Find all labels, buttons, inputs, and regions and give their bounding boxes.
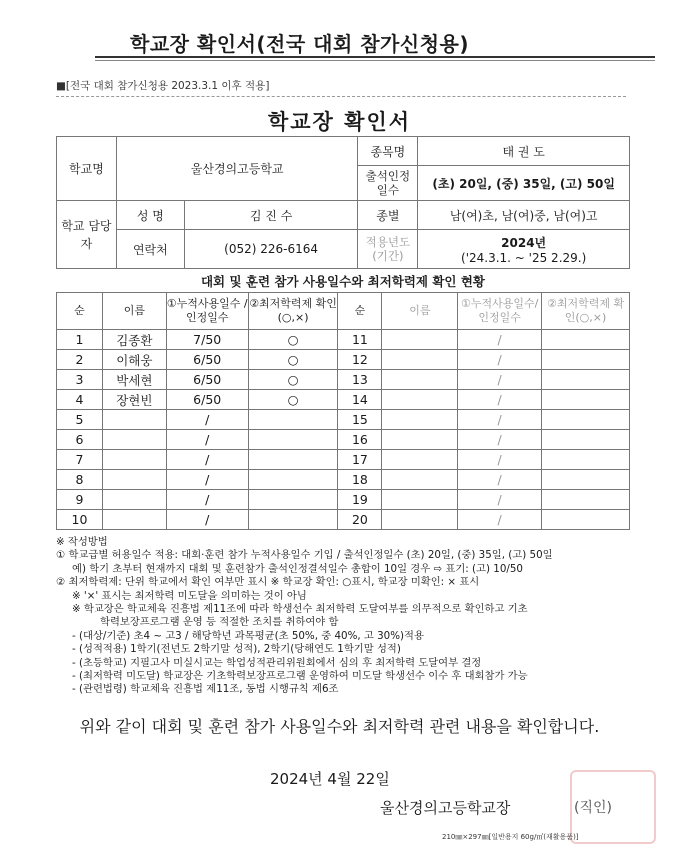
- document-title: 학교장 확인서(전국 대회 참가신청용): [130, 32, 469, 56]
- notes-section: [56, 536, 646, 697]
- event-value: 태 권 도: [418, 137, 630, 166]
- row-check-2: [542, 410, 630, 430]
- row-name: [102, 510, 166, 530]
- row-name-2: [382, 330, 458, 350]
- row-name-2: [382, 410, 458, 430]
- header-name-2: 이름: [382, 293, 458, 330]
- school-name: 울산경의고등학교: [116, 137, 358, 201]
- note-6: - (성적적용) 1학기(전년도 2학기말 성적), 2학기(당해연도 1학기말 성적): [72, 643, 401, 656]
- row-number: 3: [57, 370, 103, 390]
- contact-value: (052) 226-6164: [184, 230, 358, 269]
- row-days-2: /: [458, 470, 542, 490]
- row-check-2: [542, 430, 630, 450]
- row-name: 이해웅: [102, 350, 166, 370]
- status-body: [57, 330, 630, 530]
- row-number: 7: [57, 450, 103, 470]
- row-name-2: [382, 470, 458, 490]
- row-name-2: [382, 350, 458, 370]
- header-days-2: ①누적사용일수/ 인정일수: [458, 293, 542, 330]
- row-check-2: [542, 370, 630, 390]
- gender-value: 남(여)초, 남(여)중, 남(여)고: [418, 201, 630, 230]
- row-name-2: [382, 510, 458, 530]
- event-label: 종목명: [358, 137, 418, 166]
- row-check-2: [542, 390, 630, 410]
- attendance-label: 출석인정 일수: [358, 166, 418, 201]
- row-name-2: [382, 430, 458, 450]
- note-5: - (대상/기준) 초4 ~ 고3 / 해당학년 과목평균(초 50%, 중 40%, 고 30%)적용: [72, 629, 424, 642]
- year-cell: [418, 230, 630, 269]
- notes-title: ※ 작성방법: [56, 536, 108, 548]
- school-label: 학교명: [57, 137, 117, 201]
- note-8: - (최저학력 미도달) 학교장은 기초학력보장프로그램 운영하여 미도달 학생선수 이수 후 대회참가 가능: [72, 670, 528, 683]
- row-number-2: 14: [338, 390, 382, 410]
- row-days: 6/50: [166, 390, 248, 410]
- row-days: /: [166, 470, 248, 490]
- status-header-row: [57, 293, 630, 330]
- header-check-2: ②최저학력제 확인(○,×): [542, 293, 630, 330]
- row-name: [102, 470, 166, 490]
- table-row: [57, 450, 630, 470]
- row-name-2: [382, 490, 458, 510]
- table-row: [57, 390, 630, 410]
- manager-label: 학교 담당자: [57, 201, 117, 269]
- separator: [56, 96, 626, 97]
- note-7: - (초등학교) 지필고사 미실시교는 학업성적관리위원회에서 심의 후 최저학력 도달여부 결정: [72, 656, 482, 669]
- row-number: 4: [57, 390, 103, 410]
- row-number-2: 16: [338, 430, 382, 450]
- row-check: ○: [248, 350, 338, 370]
- status-table: [56, 292, 630, 530]
- table-row: [57, 470, 630, 490]
- row-days-2: /: [458, 490, 542, 510]
- row-check: [248, 510, 338, 530]
- row-days-2: /: [458, 370, 542, 390]
- row-check-2: [542, 450, 630, 470]
- row-days: /: [166, 450, 248, 470]
- row-days: 7/50: [166, 330, 248, 350]
- row-days: 6/50: [166, 350, 248, 370]
- row-name: [102, 410, 166, 430]
- header-no: 순: [57, 293, 103, 330]
- row-days-2: /: [458, 330, 542, 350]
- row-name-2: [382, 390, 458, 410]
- note-2: ② 최저학력제: 단위 학교에서 확인 여부만 표시 ※ 학교장 확인: ○표시, 학교장 미확인: × 표시: [56, 576, 480, 589]
- year-label: 적용년도 (기간): [358, 230, 418, 269]
- attendance-value: (초) 20일, (중) 35일, (고) 50일: [418, 166, 630, 201]
- note-1a: ① 학교급별 허용일수 적용: 대회·훈련 참가 누적사용일수 기입 / 출석인정일수 (초) 20일, (중) 35일, (고) 50일: [56, 549, 553, 562]
- row-number-2: 17: [338, 450, 382, 470]
- confirmation-statement: 위와 같이 대회 및 훈련 참가 사용일수와 최저학력 관련 내용을 확인합니다.: [79, 717, 600, 736]
- row-number-2: 13: [338, 370, 382, 390]
- row-days-2: /: [458, 430, 542, 450]
- school-principal-signature: 울산경의고등학교장: [380, 799, 511, 817]
- gender-label: 종별: [358, 201, 418, 230]
- name-label: 성 명: [116, 201, 184, 230]
- row-name: 박세현: [102, 370, 166, 390]
- header-check: ②최저학력제 확인(○,×): [248, 293, 338, 330]
- row-number-2: 11: [338, 330, 382, 350]
- confirmation-date: 2024년 4월 22일: [270, 770, 390, 788]
- header-name: 이름: [102, 293, 166, 330]
- row-check: [248, 450, 338, 470]
- table-row: [57, 350, 630, 370]
- row-number: 6: [57, 430, 103, 450]
- seal-label: (직인): [574, 800, 612, 816]
- row-name-2: [382, 450, 458, 470]
- row-days-2: /: [458, 390, 542, 410]
- row-name: [102, 490, 166, 510]
- contact-label: 연락처: [116, 230, 184, 269]
- row-days-2: /: [458, 510, 542, 530]
- row-check-2: [542, 510, 630, 530]
- row-number: 2: [57, 350, 103, 370]
- period-value: ('24.3.1. ~ '25 2.29.): [461, 250, 587, 265]
- main-heading: 학교장 확인서: [267, 110, 412, 134]
- row-name: [102, 450, 166, 470]
- table-row: [57, 410, 630, 430]
- note-1b: 예) 학기 초부터 현재까지 대회 및 훈련참가 출석인정결석일수 총합이 10일 경우 ⇨ 표기: (고) 10/50: [72, 562, 523, 575]
- row-days: /: [166, 510, 248, 530]
- row-number-2: 18: [338, 470, 382, 490]
- row-check: [248, 490, 338, 510]
- table-row: [57, 490, 630, 510]
- note-9: - (관련법령) 학교체육 진흥법 제11조, 동법 시행규칙 제6조: [72, 683, 339, 696]
- row-name: 장현빈: [102, 390, 166, 410]
- row-number-2: 20: [338, 510, 382, 530]
- table-row: [57, 430, 630, 450]
- row-number: 8: [57, 470, 103, 490]
- row-check: [248, 430, 338, 450]
- year-value: 2024년: [501, 235, 547, 250]
- table-row: [57, 510, 630, 530]
- row-days: /: [166, 430, 248, 450]
- name-value: 김 진 수: [184, 201, 358, 230]
- row-days-2: /: [458, 350, 542, 370]
- row-days-2: /: [458, 410, 542, 430]
- table-row: [57, 330, 630, 350]
- row-check: [248, 410, 338, 430]
- row-name-2: [382, 370, 458, 390]
- row-days-2: /: [458, 450, 542, 470]
- row-check: ○: [248, 370, 338, 390]
- title-underline-thin: [95, 60, 655, 61]
- row-check-2: [542, 330, 630, 350]
- row-check-2: [542, 490, 630, 510]
- note-4b: 학력보장프로그램 운영 등 적절한 조치를 취하여야 함: [100, 616, 339, 629]
- row-name: 김종환: [102, 330, 166, 350]
- row-days: 6/50: [166, 370, 248, 390]
- row-number: 9: [57, 490, 103, 510]
- row-check: ○: [248, 330, 338, 350]
- row-number: 5: [57, 410, 103, 430]
- row-number-2: 19: [338, 490, 382, 510]
- row-number-2: 15: [338, 410, 382, 430]
- row-number-2: 12: [338, 350, 382, 370]
- row-check: [248, 470, 338, 490]
- form-version-note: ■[전국 대회 참가신청용 2023.3.1 이후 적용]: [56, 80, 270, 92]
- note-3: ※ '×' 표시는 최저학력 미도달을 의미하는 것이 아님: [72, 589, 307, 602]
- table-row: [57, 370, 630, 390]
- header-days: ①누적사용일수 /인정일수: [166, 293, 248, 330]
- title-underline: [95, 56, 655, 58]
- note-4a: ※ 학교장은 학교체육 진흥법 제11조에 따라 학생선수 최저학력 도달여부를 의무적으로 확인하고 기초: [72, 603, 528, 616]
- row-check-2: [542, 470, 630, 490]
- row-check: ○: [248, 390, 338, 410]
- row-days: /: [166, 410, 248, 430]
- status-heading: 대회 및 훈련 참가 사용일수와 최저학력제 확인 현황: [200, 274, 486, 289]
- paper-spec-note: 210㎜×297㎜[일반용지 60g/㎡(재활용품)]: [442, 833, 579, 841]
- header-no-2: 순: [338, 293, 382, 330]
- info-table: [56, 136, 630, 269]
- row-check-2: [542, 350, 630, 370]
- row-days: /: [166, 490, 248, 510]
- row-name: [102, 430, 166, 450]
- row-number: 10: [57, 510, 103, 530]
- row-number: 1: [57, 330, 103, 350]
